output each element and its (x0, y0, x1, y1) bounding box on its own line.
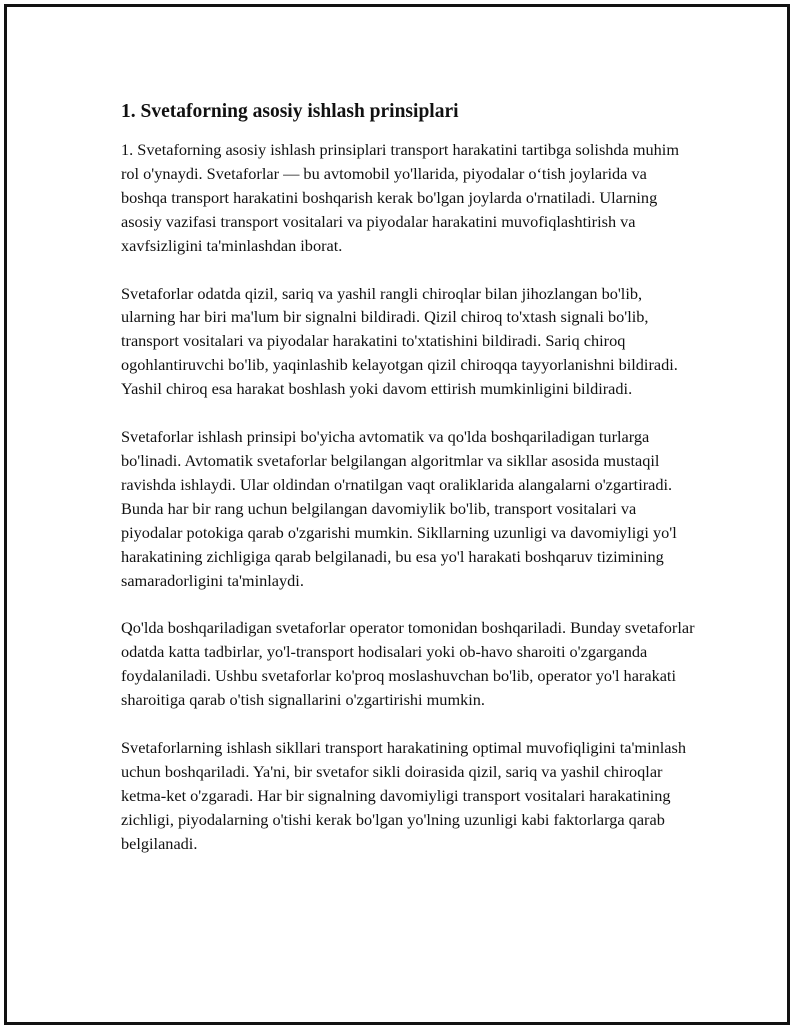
paragraph-manual-control: Qo'lda boshqariladigan svetaforlar operator tomonidan boshqariladi. Bunday svetaforlar odatda katta tadbirlar, yo'l-transport hodisalari yoki ob-havo sharoiti o'zgarganda foydalaniladi. Ushbu svetaforlar ko'proq moslashuvchan bo'lib, operator yo'l harakati sharoitiga qarab o'tish signallarini o'zgartirishi mumkin. (121, 618, 695, 710)
document-body (121, 99, 696, 880)
document-heading: 1. Svetaforning asosiy ishlash prinsiplari (121, 101, 459, 122)
page-frame (4, 4, 790, 1025)
paragraph-intro: 1. Svetaforning asosiy ishlash prinsiplari transport harakatini tartibga solishda muhim rol o'ynaydi. Svetaforlar — bu avtomobil yo'llarida, piyodalar o‘tish joylarida va boshqa transport harakatini boshqarish kerak bo'lgan joylarda o'rnatiladi. Ularning asosiy vazifasi transport vositalari va piyodalar harakatini muvofiqlashtirish va xavfsizligini ta'minlashdan iborat. (121, 140, 679, 255)
paragraph-light-colors: Svetaforlar odatda qizil, sariq va yashil rangli chiroqlar bilan jihozlangan bo'lib, ularning har biri ma'lum bir signalni bildiradi. Qizil chiroq to'xtash signali bo'lib, transport vositalari va piyodalar harakatini to'xtatishini bildiradi. Sariq chiroq ogohlantiruvchi bo'lib, yaqinlashib kelayotgan qizil chiroqqa tayyorlanishni bildiradi. Yashil chiroq esa harakat boshlash yoki davom ettirish mumkinligini bildiradi. (121, 283, 678, 399)
paragraph-automatic-manual: Svetaforlar ishlash prinsipi bo'yicha avtomatik va qo'lda boshqariladigan turlarga bo'linadi. Avtomatik svetaforlar belgilangan algoritmlar va sikllar asosida mustaqil ravishda ishlaydi. Ular oldindan o'rnatilgan vaqt oraliklarida alangalarni o'zgartiradi. Bunda har bir rang uchun belgilangan davomiylik bo'lib, transport vositalari va piyodalar potokiga qarab o'zgarishi mumkin. Sikllarning uzunligi va davomiyligi yo'l harakatining zichligiga qarab belgilanadi, bu esa yo'l harakati boshqaruv tizimining samaradorligini ta'minlaydi. (121, 427, 677, 590)
paragraph-cycles: Svetaforlarning ishlash sikllari transport harakatining optimal muvofiqligini ta'minlash uchun boshqariladi. Ya'ni, bir svetafor sikli doirasida qizil, sariq va yashil chiroqlar ketma-ket o'zgaradi. Har bir signalning davomiyligi transport vositalari harakatining zichligi, piyodalarning o'tishi kerak bo'lgan yo'lning uzunligi kabi faktorlarga qarab belgilanadi. (121, 738, 686, 853)
